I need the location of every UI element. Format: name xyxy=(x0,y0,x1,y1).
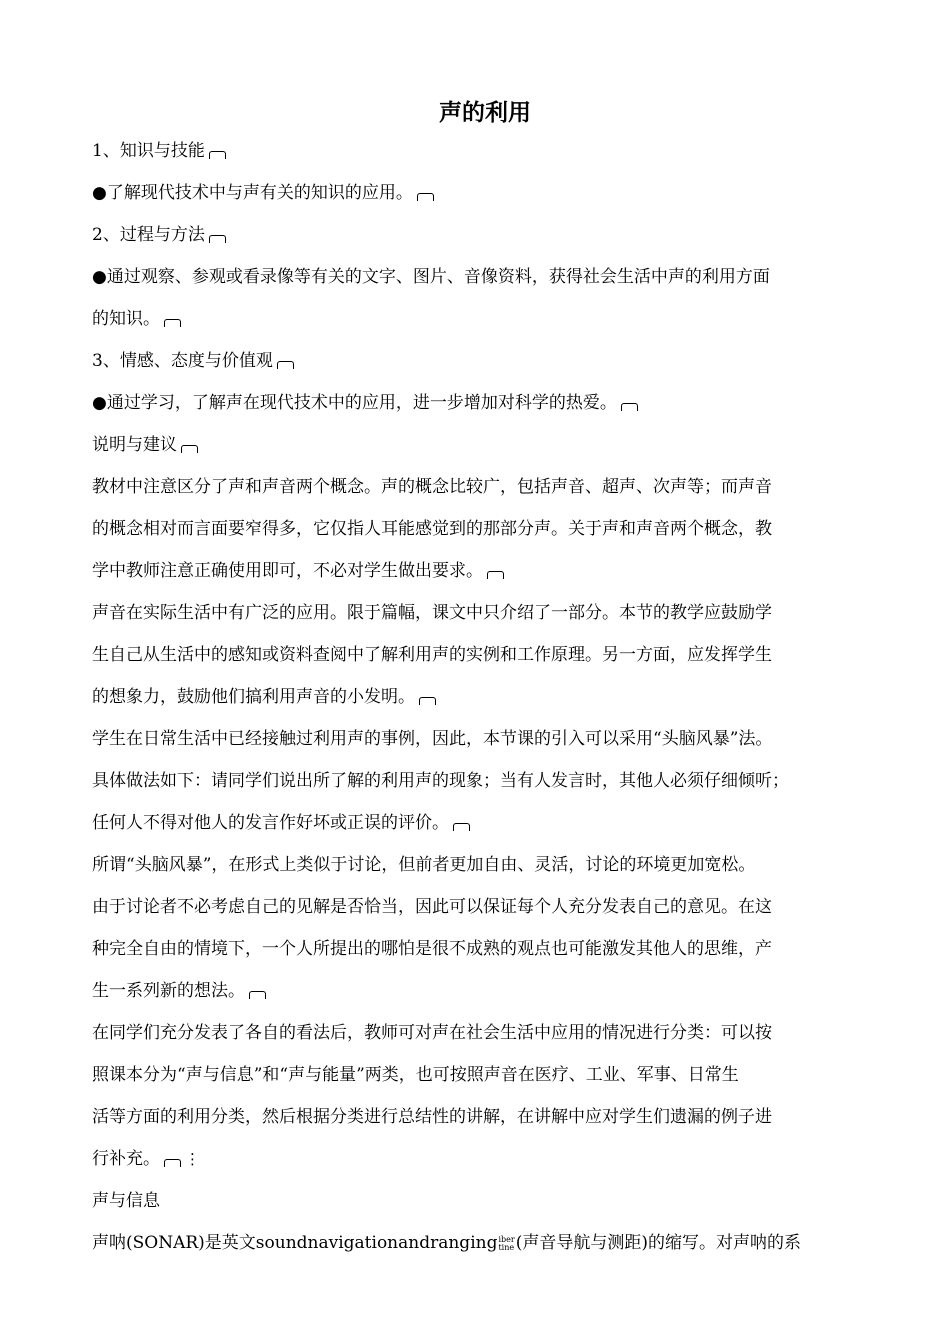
paragraph-line: 行补充。 ⋮ xyxy=(92,1149,200,1169)
paragraph-mark-icon xyxy=(621,403,638,411)
paragraph-brainstorm-intro xyxy=(92,718,872,844)
paragraph-mark-icon xyxy=(164,319,181,327)
paragraph-line: 所谓“头脑风暴”，在形式上类似于讨论，但前者更加自由、灵活，讨论的环境更加宽松。 xyxy=(92,855,756,875)
paragraph-sonar-line: 声呐(SONAR)是英文soundnavigationandranging iber tine (声音导航与测距)的缩写。对声呐的系 xyxy=(92,1233,801,1253)
bullet-icon: ● xyxy=(92,267,107,287)
paragraph-sound-concepts xyxy=(92,466,872,592)
heading-notes-suggestions: 说明与建议 xyxy=(92,424,872,466)
paragraph-line: 照课本分为“声与信息”和“声与能量”两类，也可按照声音在医疗、工业、军事、日常生 xyxy=(92,1065,739,1085)
paragraph-line: 活等方面的利用分类，然后根据分类进行总结性的讲解，在讲解中应对学生们遗漏的例子进 xyxy=(92,1107,772,1127)
paragraph-line: 学生在日常生活中已经接触过利用声的事例，因此，本节课的引入可以采用“头脑风暴”法。 xyxy=(92,729,773,749)
paragraph-mark-icon xyxy=(417,193,434,201)
vertical-dots-icon: ⋮ xyxy=(185,1150,200,1168)
paragraph-line: 由于讨论者不必考虑自己的见解是否恰当，因此可以保证每个人充分发表自己的意见。在这 xyxy=(92,897,772,917)
paragraph-line: 学中教师注意正确使用即可，不必对学生做出要求。 xyxy=(92,550,872,592)
paragraph-line: 生自己从生活中的感知或资料查阅中了解利用声的实例和工作原理。另一方面，应发挥学生 xyxy=(92,645,772,665)
paragraph-mark-icon xyxy=(453,823,470,831)
paragraph-line: 声音在实际生活中有广泛的应用。限于篇幅，课文中只介绍了一部分。本节的教学应鼓励学 xyxy=(92,603,772,623)
paragraph-mark-icon xyxy=(419,697,436,705)
bullet-icon: ● xyxy=(92,393,107,413)
paragraph-mark-icon xyxy=(209,151,226,159)
heading-knowledge-skills: 1、知识与技能 xyxy=(92,130,872,172)
bullet-item-emotion: ●通过学习，了解声在现代技术中的应用，进一步增加对科学的热爱。 xyxy=(92,382,872,424)
paragraph-line: 教材中注意区分了声和声音两个概念。声的概念比较广，包括声音、超声、次声等；而声音 xyxy=(92,477,772,497)
heading-process-method: 2、过程与方法 xyxy=(92,214,872,256)
bullet-item-process-line-1: ●通过观察、参观或看录像等有关的文字、图片、音像资料，获得社会生活中声的利用方面 xyxy=(92,267,770,287)
bullet-item-process-line-2: 的知识。 xyxy=(92,298,872,340)
paragraph-mark-icon xyxy=(249,991,266,999)
paragraph-mark-icon xyxy=(181,445,198,453)
paragraph-classification xyxy=(92,1012,872,1180)
paragraph-line: 的概念相对而言面要窄得多，它仅指人耳能感觉到的那部分声。关于声和声音两个概念，教 xyxy=(92,519,772,539)
bullet-icon: ● xyxy=(92,183,107,203)
stacked-superscript: iber tine xyxy=(498,1234,515,1252)
paragraph-line: 种完全自由的情境下，一个人所提出的哪怕是很不成熟的观点也可能激发其他人的思维，产 xyxy=(92,939,772,959)
paragraph-mark-icon xyxy=(487,571,504,579)
paragraph-mark-icon xyxy=(209,235,226,243)
document-page xyxy=(92,96,872,1264)
bullet-item-knowledge: ●了解现代技术中与声有关的知识的应用。 xyxy=(92,172,872,214)
heading-emotion-values: 3、情感、态度与价值观 xyxy=(92,340,872,382)
paragraph-line: 在同学们充分发表了各自的看法后，教师可对声在社会生活中应用的情况进行分类：可以按 xyxy=(92,1023,772,1043)
paragraph-line: 任何人不得对他人的发言作好坏或正误的评价。 xyxy=(92,802,872,844)
paragraph-line: 的想象力，鼓励他们搞利用声音的小发明。 xyxy=(92,676,872,718)
paragraph-mark-icon xyxy=(164,1159,181,1167)
paragraph-brainstorm-definition xyxy=(92,844,872,1012)
paragraph-line: 生一系列新的想法。 xyxy=(92,970,872,1012)
document-title: 声的利用 xyxy=(439,100,531,126)
paragraph-mark-icon xyxy=(277,361,294,369)
heading-sound-information: 声与信息 xyxy=(92,1191,160,1211)
paragraph-sound-applications xyxy=(92,592,872,718)
paragraph-line: 具体做法如下：请同学们说出所了解的利用声的现象；当有人发言时，其他人必须仔细倾听； xyxy=(92,771,789,791)
